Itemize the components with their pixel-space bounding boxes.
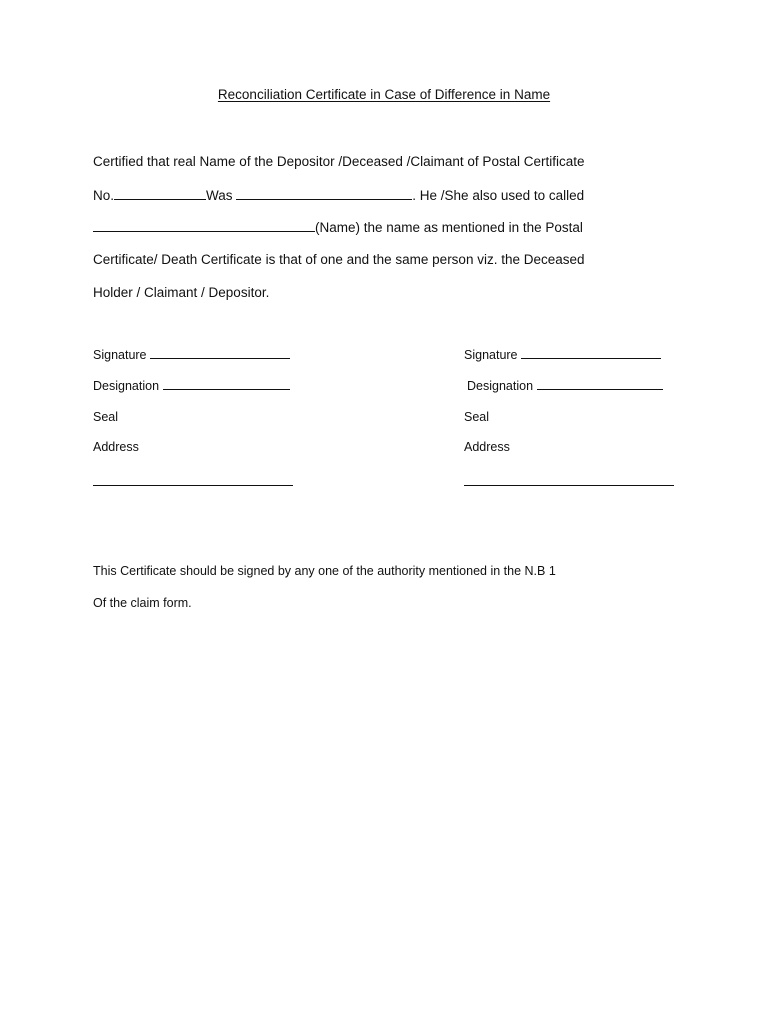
right-designation-row bbox=[467, 378, 663, 394]
left-signature-label: Signature bbox=[93, 348, 147, 362]
left-designation-blank[interactable] bbox=[163, 378, 290, 390]
name-mentioned-label: (Name) the name as mentioned in the Postal bbox=[315, 220, 583, 235]
number-blank[interactable] bbox=[114, 186, 206, 200]
real-name-blank[interactable] bbox=[236, 186, 412, 200]
left-seal-label: Seal bbox=[93, 410, 119, 424]
right-signature-label: Signature bbox=[464, 348, 518, 362]
left-signature-blank[interactable] bbox=[150, 347, 290, 359]
left-designation-label: Designation bbox=[93, 379, 160, 393]
document-title: Reconciliation Certificate in Case of Difference in Name bbox=[217, 87, 551, 102]
right-signature-row bbox=[464, 347, 661, 363]
paragraph-line-4: Certificate/ Death Certificate is that of one and the same person viz. the Deceased bbox=[93, 252, 585, 267]
left-address-blank[interactable] bbox=[93, 485, 293, 486]
paragraph-line-3 bbox=[93, 218, 583, 237]
also-called-label: . He /She also used to called bbox=[412, 188, 585, 203]
was-label: Was bbox=[206, 188, 233, 203]
right-address-label: Address bbox=[464, 440, 510, 454]
right-designation-blank[interactable] bbox=[537, 378, 663, 390]
alias-name-blank[interactable] bbox=[93, 218, 315, 232]
right-address-blank[interactable] bbox=[464, 485, 674, 486]
left-signature-row bbox=[93, 347, 290, 363]
right-seal-label: Seal bbox=[464, 410, 490, 424]
no-label: No. bbox=[93, 188, 115, 203]
paragraph-line-2 bbox=[93, 186, 584, 205]
left-address-label: Address bbox=[93, 440, 139, 454]
right-designation-label: Designation bbox=[467, 379, 534, 393]
note-line-1: This Certificate should be signed by any one of the authority mentioned in the N.B 1 bbox=[93, 564, 556, 578]
left-designation-row bbox=[93, 378, 290, 394]
note-line-2: Of the claim form. bbox=[93, 596, 192, 610]
right-signature-blank[interactable] bbox=[521, 347, 661, 359]
paragraph-line-1: Certified that real Name of the Depositor /Deceased /Claimant of Postal Certificate bbox=[93, 154, 585, 169]
paragraph-line-5: Holder / Claimant / Depositor. bbox=[93, 285, 270, 300]
